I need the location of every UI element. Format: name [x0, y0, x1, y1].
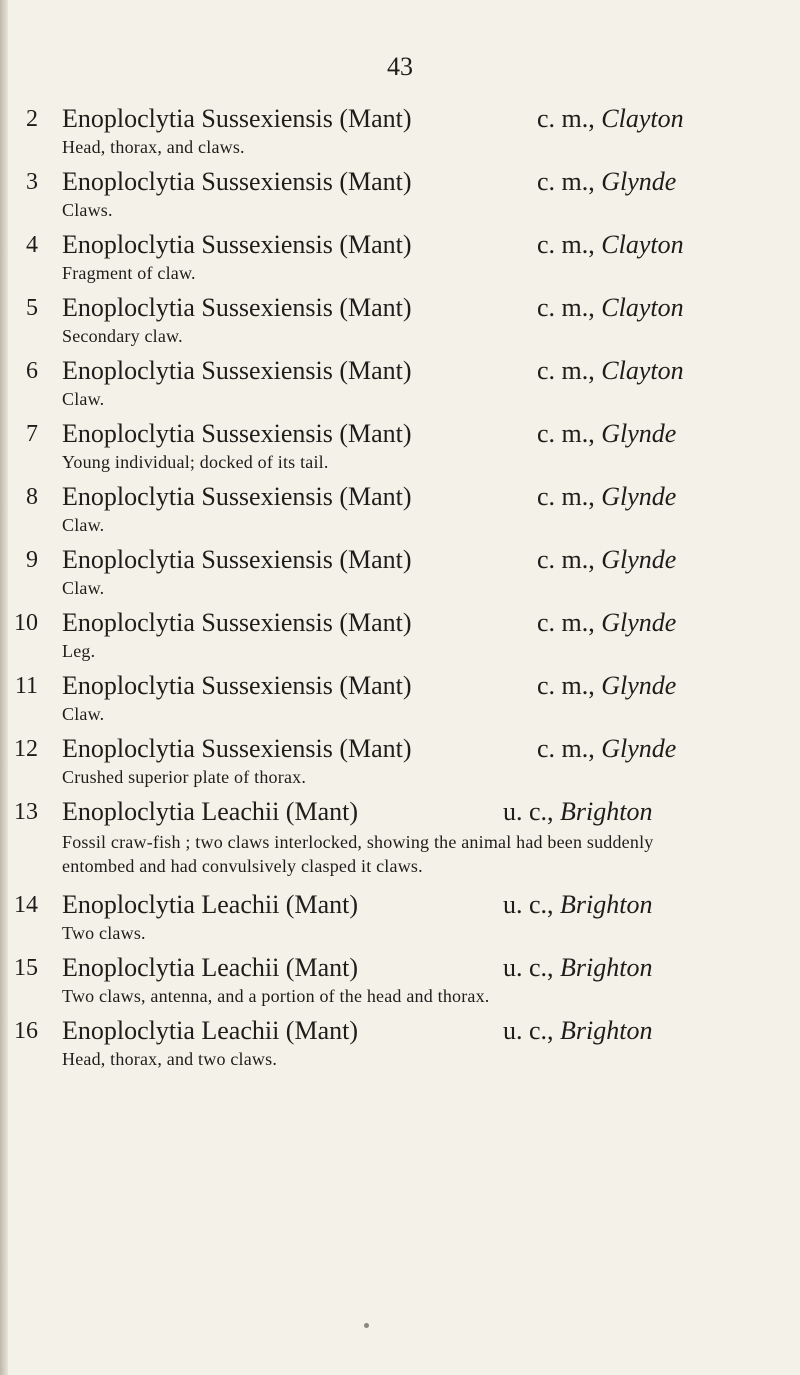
stratum-code: u. c., — [503, 797, 554, 826]
specimen-entry — [0, 417, 800, 480]
species-name: Enoploclytia Sussexiensis (Mant) — [62, 482, 412, 511]
locality — [537, 104, 684, 134]
species-name: Enoploclytia Sussexiensis (Mant) — [62, 419, 412, 448]
specimen-note: Crushed superior plate of thorax. — [62, 767, 307, 787]
entry-number: 4 — [26, 232, 38, 258]
specimen-note: Two claws. — [62, 923, 146, 943]
locality-place: Glynde — [601, 419, 677, 448]
species-name: Enoploclytia Sussexiensis (Mant) — [62, 545, 412, 574]
stratum-code: c. m., — [537, 356, 595, 385]
specimen-entry — [0, 888, 800, 951]
specimen-note: Claws. — [62, 200, 113, 220]
locality — [537, 167, 676, 197]
species-name: Enoploclytia Sussexiensis (Mant) — [62, 230, 412, 259]
paper-speck — [364, 1323, 369, 1328]
entry-number: 7 — [26, 421, 38, 447]
locality — [537, 671, 676, 701]
locality-place: Clayton — [601, 356, 684, 385]
specimen-note: Claw. — [62, 389, 105, 409]
specimen-entry — [0, 543, 800, 606]
entry-number: 6 — [26, 358, 38, 384]
specimen-entry — [0, 732, 800, 795]
specimen-list — [0, 102, 800, 1077]
stratum-code: c. m., — [537, 545, 595, 574]
locality-place: Glynde — [601, 545, 677, 574]
entry-number: 11 — [14, 673, 38, 699]
specimen-note: Claw. — [62, 704, 105, 724]
stratum-code: u. c., — [503, 953, 554, 982]
species-name: Enoploclytia Leachii (Mant) — [62, 953, 359, 982]
entry-number: 2 — [26, 106, 38, 132]
locality-place: Glynde — [601, 734, 677, 763]
locality-place: Glynde — [601, 608, 677, 637]
locality — [537, 293, 684, 323]
locality-place: Brighton — [560, 797, 653, 826]
locality — [503, 1016, 653, 1046]
entry-number: 8 — [26, 484, 38, 510]
specimen-entry — [0, 228, 800, 291]
stratum-code: c. m., — [537, 293, 595, 322]
species-name: Enoploclytia Leachii (Mant) — [62, 797, 359, 826]
specimen-note: Fragment of claw. — [62, 263, 196, 283]
locality — [537, 230, 684, 260]
specimen-entry — [0, 354, 800, 417]
locality-place: Brighton — [560, 1016, 653, 1045]
locality — [537, 608, 676, 638]
species-name: Enoploclytia Leachii (Mant) — [62, 890, 359, 919]
species-name: Enoploclytia Leachii (Mant) — [62, 1016, 359, 1045]
species-name: Enoploclytia Sussexiensis (Mant) — [62, 167, 412, 196]
locality — [537, 356, 684, 386]
stratum-code: c. m., — [537, 734, 595, 763]
stratum-code: c. m., — [537, 671, 595, 700]
specimen-entry — [0, 102, 800, 165]
specimen-entry — [0, 951, 800, 1014]
locality-place: Clayton — [601, 104, 684, 133]
locality — [503, 890, 653, 920]
locality — [503, 953, 653, 983]
locality-place: Clayton — [601, 293, 684, 322]
page-number: 43 — [387, 52, 413, 81]
locality — [537, 419, 676, 449]
species-name: Enoploclytia Sussexiensis (Mant) — [62, 671, 412, 700]
specimen-entry — [0, 606, 800, 669]
locality — [503, 797, 653, 827]
specimen-note: Claw. — [62, 515, 105, 535]
locality-place: Glynde — [601, 482, 677, 511]
species-name: Enoploclytia Sussexiensis (Mant) — [62, 734, 412, 763]
specimen-note: Leg. — [62, 641, 96, 661]
locality-place: Clayton — [601, 230, 684, 259]
species-name: Enoploclytia Sussexiensis (Mant) — [62, 293, 412, 322]
specimen-note: Head, thorax, and two claws. — [62, 1049, 278, 1069]
specimen-entry — [0, 795, 800, 888]
entry-number: 13 — [14, 799, 38, 825]
locality — [537, 482, 676, 512]
specimen-note: Young individual; docked of its tail. — [62, 452, 329, 472]
specimen-note: Secondary claw. — [62, 326, 183, 346]
specimen-entry — [0, 165, 800, 228]
locality-place: Glynde — [601, 167, 677, 196]
specimen-note: Fossil craw-fish ; two claws interlocked, showing the animal had been suddenly entombed and had convulsively clasped it claws. — [62, 832, 654, 876]
specimen-entry — [0, 669, 800, 732]
entry-number: 14 — [14, 892, 38, 918]
locality-place: Brighton — [560, 953, 653, 982]
stratum-code: c. m., — [537, 482, 595, 511]
locality-place: Brighton — [560, 890, 653, 919]
species-name: Enoploclytia Sussexiensis (Mant) — [62, 608, 412, 637]
specimen-note: Two claws, antenna, and a portion of the head and thorax. — [62, 986, 490, 1006]
stratum-code: u. c., — [503, 890, 554, 919]
entry-number: 12 — [14, 736, 38, 762]
specimen-note: Claw. — [62, 578, 105, 598]
species-name: Enoploclytia Sussexiensis (Mant) — [62, 104, 412, 133]
stratum-code: c. m., — [537, 230, 595, 259]
entry-number: 3 — [26, 169, 38, 195]
species-name: Enoploclytia Sussexiensis (Mant) — [62, 356, 412, 385]
stratum-code: c. m., — [537, 608, 595, 637]
entry-number: 9 — [26, 547, 38, 573]
specimen-entry — [0, 1014, 800, 1077]
locality-place: Glynde — [601, 671, 677, 700]
specimen-note: Head, thorax, and claws. — [62, 137, 245, 157]
specimen-entry — [0, 291, 800, 354]
entry-number: 5 — [26, 295, 38, 321]
entry-number: 16 — [14, 1018, 38, 1044]
entry-number: 15 — [14, 955, 38, 981]
entry-number: 10 — [14, 610, 38, 636]
stratum-code: c. m., — [537, 419, 595, 448]
stratum-code: u. c., — [503, 1016, 554, 1045]
locality — [537, 734, 676, 764]
specimen-entry — [0, 480, 800, 543]
stratum-code: c. m., — [537, 167, 595, 196]
locality — [537, 545, 676, 575]
stratum-code: c. m., — [537, 104, 595, 133]
